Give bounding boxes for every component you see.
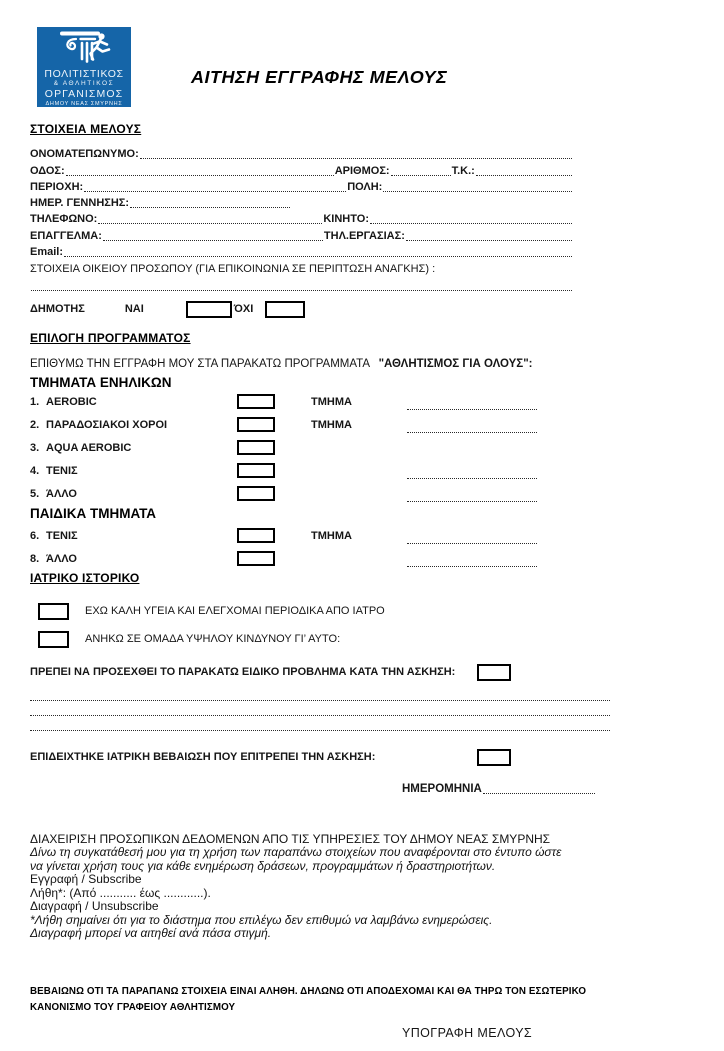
- kids-programs-heading: ΠΑΙΔΙΚΑ ΤΜΗΜΑΤΑ: [30, 506, 157, 522]
- street-label: ΟΔΟΣ:: [30, 164, 65, 177]
- city-fill-line[interactable]: [383, 181, 572, 192]
- program-checkbox[interactable]: [237, 486, 275, 501]
- tmima-label: ΤΜΗΜΑ: [311, 529, 352, 542]
- program-name: ΆΛΛΟ: [46, 552, 77, 565]
- city-label: ΠΟΛΗ:: [347, 180, 383, 193]
- certification-line1: ΒΕΒΑΙΩΝΩ ΟΤΙ ΤΑ ΠΑΡΑΠΑΝΩ ΣΤΟΙΧΕΙΑ ΕΙΝΑΙ ΑΛΗΘΗ. ΔΗΛΩΝΩ ΟΤΙ ΑΠΟΔΕΧΟΜΑΙ ΚΑΙ ΘΑ ΤΗΡΩ ΤΟΝ ΕΣΩΤΕΡΙΚΟ: [30, 986, 587, 998]
- phone-fill-line[interactable]: [98, 213, 322, 224]
- special-problem-checkbox[interactable]: [477, 664, 511, 681]
- emergency-contact-row: [30, 259, 573, 276]
- gdpr-unsubscribe-label: Διαγραφή / Unsubscribe: [30, 899, 159, 914]
- gdpr-note2: Διαγραφή μπορεί να αιτηθεί ανά πάσα στιγμή.: [30, 925, 272, 940]
- medical-certificate-row: [30, 747, 610, 767]
- logo-municipality: ΔΗΜΟΥ ΝΕΑΣ ΣΜΥΡΝΗΣ: [45, 101, 123, 107]
- high-risk-checkbox[interactable]: [38, 631, 69, 648]
- occupation-fill-line[interactable]: [103, 230, 323, 241]
- sport-for-all-label: "ΑΘΛΗΤΙΣΜΟΣ ΓΙΑ ΟΛΟΥΣ":: [378, 358, 533, 371]
- program-row-other-kids: [30, 547, 590, 570]
- street-fill-line[interactable]: [66, 165, 334, 176]
- high-risk-row: [38, 625, 724, 653]
- email-fill-line[interactable]: [64, 246, 572, 257]
- logo-org-name-line3: ΟΡΓΑΝΙΣΜΟΣ: [44, 88, 124, 100]
- citizen-question-row: [30, 300, 724, 318]
- program-row-tennis-kids: [30, 524, 590, 547]
- program-row-traditional-dances: [30, 413, 590, 436]
- gdpr-expiry-line: Λήθη*: (Από ........... έως ............).: [30, 885, 211, 900]
- medical-certificate-label: ΕΠΙΔΕΙΧΤΗΚΕ ΙΑΤΡΙΚΗ ΒΕΒΑΙΩΣΗ ΠΟΥ ΕΠΙΤΡΕΠΕΙ ΤΗΝ ΑΣΚΗΣΗ:: [30, 751, 376, 764]
- program-number: 6.: [30, 529, 40, 542]
- program-intro: [30, 358, 724, 370]
- high-risk-label: ΑΝΗΚΩ ΣΕ ΟΜΑΔΑ ΥΨΗΛΟΥ ΚΙΝΔΥΝΟΥ ΓΙ’ ΑΥΤΟ:: [85, 633, 341, 646]
- good-health-row: [38, 597, 724, 625]
- street-number-fill-line[interactable]: [391, 165, 451, 176]
- work-phone-fill-line[interactable]: [406, 230, 572, 241]
- special-problem-label: ΠΡΕΠΕΙ ΝΑ ΠΡΟΣΕΧΘΕΙ ΤΟ ΠΑΡΑΚΑΤΩ ΕΙΔΙΚΟ ΠΡΟΒΛΗΜΑ ΚΑΤΑ ΤΗΝ ΑΣΚΗΣΗ:: [30, 666, 456, 679]
- phone-label: ΤΗΛΕΦΩΝΟ:: [30, 213, 98, 226]
- tmima-fill-line[interactable]: [407, 534, 537, 544]
- program-number: 3.: [30, 441, 40, 454]
- email-row: [30, 243, 573, 259]
- area-label: ΠΕΡΙΟΧΗ:: [30, 180, 84, 193]
- good-health-label: ΕΧΩ ΚΑΛΗ ΥΓΕΙΑ ΚΑΙ ΕΛΕΓΧΟΜΑΙ ΠΕΡΙΟΔΙΚΑ ΑΠΟ ΙΑΤΡΟ: [85, 605, 385, 618]
- date-label: ΗΜΕΡΟΜΗΝΙΑ: [402, 783, 482, 796]
- fullname-row: [30, 145, 573, 161]
- program-name: ΆΛΛΟ: [46, 487, 77, 500]
- program-number: 4.: [30, 464, 40, 477]
- logo-org-name-line1: ΠΟΛΙΤΙΣΤΙΚΟΣ: [44, 68, 124, 80]
- street-row: [30, 161, 573, 177]
- program-row-aqua-aerobic: [30, 436, 590, 459]
- gdpr-heading: ΔΙΑΧΕΙΡΙΣΗ ΠΡΟΣΩΠΙΚΩΝ ΔΕΔΟΜΕΝΩΝ ΑΠΟ ΤΙΣ ΥΠΗΡΕΣΙΕΣ ΤΟΥ ΔΗΜΟΥ ΝΕΑΣ ΣΜΥΡΝΗΣ: [30, 832, 551, 847]
- problem-fill-line[interactable]: [30, 686, 610, 701]
- program-checkbox[interactable]: [237, 440, 275, 455]
- certification-statement: [30, 984, 724, 1016]
- organization-logo: [37, 27, 131, 107]
- tmima-fill-line[interactable]: [407, 400, 537, 410]
- tmima-label: ΤΜΗΜΑ: [311, 395, 352, 408]
- occupation-row: [30, 226, 573, 242]
- program-number: 8.: [30, 552, 40, 565]
- program-row-aerobic: [30, 390, 590, 413]
- program-name: ΠΑΡΑΔΟΣΙΑΚΟΙ ΧΟΡΟΙ: [46, 418, 168, 431]
- program-selection-heading: ΕΠΙΛΟΓΗ ΠΡΟΓΡΑΜΜΑΤΟΣ: [30, 331, 191, 346]
- fullname-fill-line[interactable]: [140, 148, 572, 159]
- member-signature-label: ΥΠΟΓΡΑΦΗ ΜΕΛΟΥΣ: [402, 1026, 533, 1041]
- medical-certificate-checkbox[interactable]: [477, 749, 511, 766]
- problem-fill-line[interactable]: [30, 701, 610, 716]
- birthdate-row: [30, 194, 573, 210]
- date-fill-line[interactable]: [483, 783, 595, 794]
- problem-fill-line[interactable]: [30, 716, 610, 731]
- occupation-label: ΕΠΑΓΓΕΛΜΑ:: [30, 229, 102, 242]
- program-checkbox[interactable]: [237, 463, 275, 478]
- certification-line2: ΚΑΝΟΝΙΣΜΟ ΤΟΥ ΓΡΑΦΕΙΟΥ ΑΘΛΗΤΙΣΜΟΥ: [30, 1002, 236, 1014]
- gdpr-consent-line2: να γίνεται χρήση τους για κάθε ενημέρωση δράσεων, προγραμμάτων ή δραστηριοτήτων.: [30, 858, 496, 873]
- program-number: 2.: [30, 418, 40, 431]
- logo-org-name-line2: & ΑΘΛΗΤΙΚΟΣ: [53, 80, 115, 87]
- gdpr-subscribe-label: Εγγραφή / Subscribe: [30, 872, 142, 887]
- program-intro-text: ΕΠΙΘΥΜΩ ΤΗΝ ΕΓΓΡΑΦΗ ΜΟΥ ΣΤΑ ΠΑΡΑΚΑΤΩ ΠΡΟΓΡΑΜΜΑΤΑ: [30, 358, 370, 371]
- tmima-fill-line[interactable]: [407, 423, 537, 433]
- postal-code-fill-line[interactable]: [476, 165, 572, 176]
- work-phone-label: ΤΗΛ.ΕΡΓΑΣΙΑΣ:: [323, 229, 405, 242]
- column-runner-icon: [54, 30, 114, 67]
- header: [37, 27, 724, 107]
- program-checkbox[interactable]: [237, 417, 275, 432]
- member-fields: [30, 145, 573, 293]
- program-row-tennis-adult: [30, 459, 590, 482]
- birthdate-fill-line[interactable]: [130, 197, 290, 208]
- program-checkbox[interactable]: [237, 394, 275, 409]
- tmima-fill-line[interactable]: [407, 492, 537, 502]
- tmima-fill-line[interactable]: [407, 557, 537, 567]
- program-name: ΤΕΝΙΣ: [46, 529, 78, 542]
- special-problem-row: [30, 662, 610, 682]
- street-number-label: ΑΡΙΘΜΟΣ:: [334, 164, 390, 177]
- program-name: AEROBIC: [46, 395, 97, 408]
- phone-row: [30, 210, 573, 226]
- citizen-label: ΔΗΜΟΤΗΣ: [30, 303, 85, 316]
- date-row: [402, 781, 724, 796]
- mobile-label: ΚΙΝΗΤΟ:: [323, 213, 369, 226]
- area-row: [30, 178, 573, 194]
- no-label: ΌΧΙ: [233, 303, 254, 316]
- program-row-other-adult: [30, 482, 590, 505]
- area-fill-line[interactable]: [84, 181, 346, 192]
- gdpr-note1: *Λήθη σημαίνει ότι για το διάστημα που επιλέγω δεν επιθυμώ να λαμβάνω ενημερώσεις.: [30, 912, 493, 927]
- yes-label: ΝΑΙ: [124, 303, 144, 316]
- emergency-contact-fill-line[interactable]: [31, 280, 572, 291]
- program-checkbox[interactable]: [237, 528, 275, 543]
- medical-history-heading: ΙΑΤΡΙΚΟ ΙΣΤΟΡΙΚΟ: [30, 571, 140, 586]
- registration-form-page: [0, 27, 724, 1051]
- tmima-fill-line[interactable]: [407, 469, 537, 479]
- birthdate-label: ΗΜΕΡ. ΓΕΝΝΗΣΗΣ:: [30, 197, 130, 210]
- gdpr-section: [30, 833, 724, 940]
- emergency-contact-label: ΣΤΟΙΧΕΙΑ ΟΙΚΕΙΟΥ ΠΡΟΣΩΠΟΥ (ΓΙΑ ΕΠΙΚΟΙΝΩΝΙΑ ΣΕ ΠΕΡΙΠΤΩΣΗ ΑΝΑΓΚΗΣ) :: [30, 263, 436, 276]
- program-name: ΤΕΝΙΣ: [46, 464, 78, 477]
- gdpr-consent-line1: Δίνω τη συγκατάθεσή μου για τη χρήση των παραπάνω στοιχείων που αναφέρονται στο έντυπο ώστε: [30, 845, 562, 860]
- form-title: ΑΙΤΗΣΗ ΕΓΓΡΑΦΗΣ ΜΕΛΟΥΣ: [191, 67, 448, 87]
- mobile-fill-line[interactable]: [370, 213, 572, 224]
- tmima-label: ΤΜΗΜΑ: [311, 418, 352, 431]
- program-checkbox[interactable]: [237, 551, 275, 566]
- program-number: 5.: [30, 487, 40, 500]
- fullname-label: ΟΝΟΜΑΤΕΠΩΝΥΜΟ:: [30, 148, 139, 161]
- postal-code-label: Τ.Κ.:: [451, 164, 475, 177]
- member-details-heading: ΣΤΟΙΧΕΙΑ ΜΕΛΟΥΣ: [30, 122, 142, 136]
- citizen-yes-checkbox[interactable]: [186, 301, 232, 318]
- email-label: Email:: [30, 246, 64, 259]
- citizen-no-checkbox[interactable]: [265, 301, 305, 318]
- program-name: AQUA AEROBIC: [46, 441, 132, 454]
- good-health-checkbox[interactable]: [38, 603, 69, 620]
- emergency-contact-line: [30, 276, 573, 293]
- adult-programs-heading: ΤΜΗΜΑΤΑ ΕΝΗΛΙΚΩΝ: [30, 375, 172, 391]
- program-number: 1.: [30, 395, 40, 408]
